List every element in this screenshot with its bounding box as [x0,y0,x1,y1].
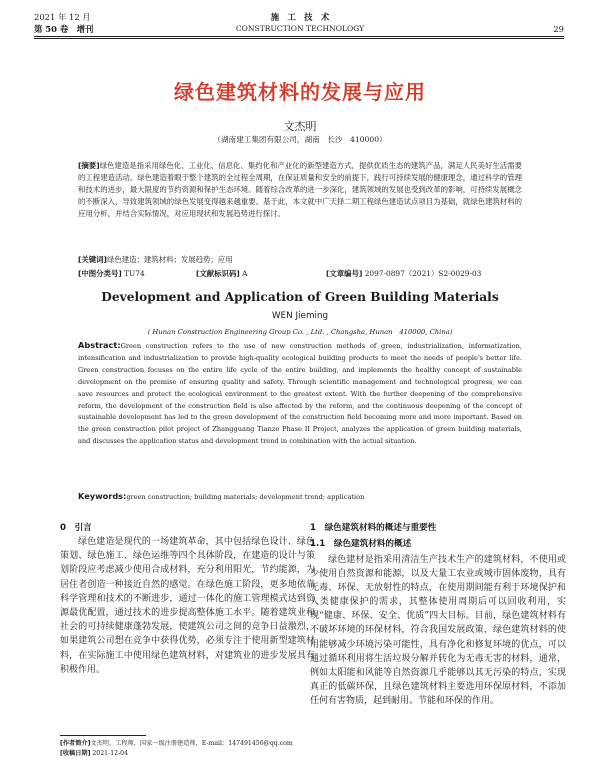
author-en: WEN Jieming [271,311,329,321]
header-volume: 第 50 卷 增刊 [34,24,94,34]
abstract-cn [78,160,522,220]
keywords-en-text: green construction; building materials; development trend; application [126,493,365,501]
received-date-label: [收稿日期] [60,749,91,757]
section-0-heading: 0 引言 [60,523,92,533]
section-1-1-heading: 1.1 绿色建筑材料的概述 [310,539,412,549]
section-1-heading: 1 绿色建筑材料的概述与重要性 [310,523,437,533]
header-date: 2021 年 12 月 [34,12,91,22]
header-rule-double [34,38,564,39]
header-journal-en: CONSTRUCTION TECHNOLOGY [235,24,365,33]
author-note-label: [作者简介] [60,740,91,747]
article-number-value: 2097-0897（2021）S2-0029-03 [364,269,482,278]
abstract-en [78,340,522,448]
author-note [60,739,305,759]
footnote-rule [60,735,146,736]
keywords-en [78,491,522,504]
doc-code-value: A [242,269,248,278]
affiliation-cn: （湖南建工集团有限公司，湖南 长沙 410000） [213,135,387,144]
page-title-en: Development and Application of Green Building Materials [101,290,499,304]
keywords-cn-text: 绿色建造；建筑材料；发展趋势；应用 [106,255,233,264]
article-number-label: [文章编号] [326,269,363,278]
clc-value: TU74 [124,269,145,278]
affiliation-en: ( Hunan Construction Engineering Group Co. , Ltd. , Changsha, Hunan 410000, China) [147,328,453,336]
header-journal-cn: 施 工 技 术 [270,12,330,22]
clc-label: [中图分类号] [78,269,122,278]
section-0-body: 绿色建造是现代的一场建筑革命，其中包括绿色设计、绿色策划、绿色施工、绿色运维等四个具体阶段，在建造的设计与策划阶段应考虑减少使用合成材料，充分利用阳光，节约能源，为居住者创造一种接近自然的感觉。在绿色施工阶段，更多地依靠科学管理和技术的不断进步，通过一体化的施工管理模式达到资源最优配置，通过技术的进步提高整体施工水平。随着建筑业和社会的可持续健康蓬勃发展，使建筑公司之间的竞争日益激烈，如果建筑公司想在竞争中获得优势，必须专注于使用新型建筑材料，在实际施工中使用绿色建筑材料，对建筑业的进步发展具有积极作用。 [60,537,315,675]
header-rule [34,36,564,37]
keywords-cn-label: [关键词] [78,255,107,264]
author-cn: 文杰明 [283,120,317,133]
abstract-en-label: Abstract: [78,340,121,350]
doc-code-label: [文献标识码] [196,269,240,278]
page-number: 29 [553,24,564,34]
received-date-value: 2021-12-04 [92,749,129,757]
author-note-text: 文杰明，工程师，国家一级注册建造师，E-mail：147491456@qq.com [90,740,293,747]
keywords-cn [78,254,522,266]
abstract-en-text: Green construction refers to the use of new construction methods of green, industrialization, informatization, intensification and industrialization to provide high-quality ecological building products to meet the needs of people's better life. Green construction focuses on the entire life cycle of the entire building, and implements the healthy concept of sustainable development on the premise of ensuring quality and safety. Through scientific management and technological progress, we can save resources and protect the ecological environment to the greatest extent. With the further deepening of the comprehensive reform, the development of the construction field is also affected by the reform, and the continuous deepening of the concept of sustainable development has led to the green development of the construction field becoming more and more important. Based on the green construction pilot project of Zhangguang Tianze Phase II Project, analyzes the application of green building materials, and discusses the application status and development trend in combination with the actual situation. [78,342,522,446]
page-title-cn: 绿色建筑材料的发展与应用 [174,80,426,104]
keywords-en-label: Keywords: [78,491,127,501]
abstract-cn-label: [摘要] [78,161,100,170]
section-1-1-body: 绿色建材是指采用清洁生产技术生产的建筑材料，不使用或少使用自然资源和能源，以及大量工农业或城市固体废物，具有无毒、环保、无放射性的特点，在使用期间能有利于环境保护和人类健康保护的需求，其整体使用周期后可以回收利用，实现“健康、环保、安全、优质”四大目标。目前，绿色建筑材料有不破坏环境的环保材料，符合我国发展政策，绿色建筑材料的使用能够减少环境污染可能性，具有净化和修复环境的优点，可以通过循环利用将生活垃圾分解并转化为无毒无害的材料，通常，例如太阳能和风能等自然资源几乎能够以其无污染的特点，实现真正的低碳环保，且绿色建筑材料主要选用环保原材料，不添加任何有害物质，起到耐用、节能和环保的作用。 [310,555,566,706]
abstract-cn-text: 绿色建造是指采用绿色化、工业化、信息化、集约化和产业化的新型建造方式，提供优质生态的建筑产品，满足人民美好生活需要的工程建造活动。绿色建造着眼于整个建筑的全过程全周期，在保证质量和安全的前提下，践行可持续发展的健康理念，通过科学的管理和技术的进步，最大限度的节约资源和保护生态环境。随着综合改革的进一步深化，建筑领域的发展也受到改革的影响，可持续发展概念的不断深入，导致建筑领域的绿色发展变得越来越重要。基于此，本文就中广天择二期工程绿色建造试点项目为基础，就绿色建筑材料的应用分析，并结合实际情况，对应用现状和发展趋势进行探讨。 [78,161,522,218]
